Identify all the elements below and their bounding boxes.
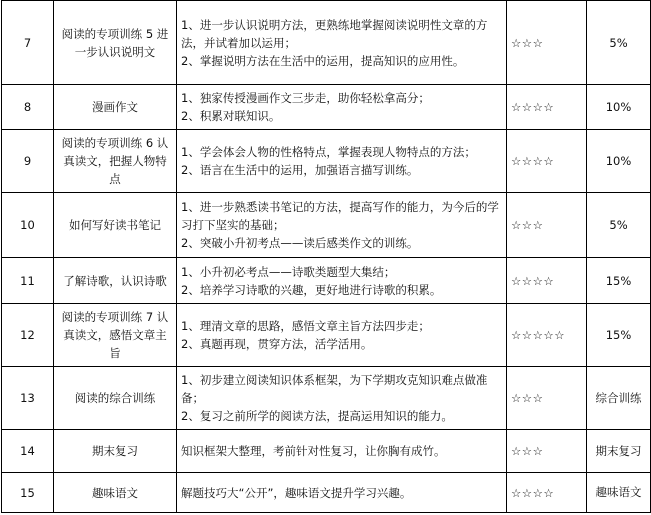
lesson-topic: 阅读的综合训练 [54,367,177,430]
table-row [2,473,651,513]
lesson-number: 14 [2,430,54,473]
table-row [2,130,651,193]
difficulty-stars: ☆☆☆☆ [507,258,587,304]
goal-line: 解题技巧大“公开”，趣味语文提升学习兴趣。 [181,485,412,500]
goal-line: 1、进一步认识说明方法，更熟练地掌握阅读说明性文章的方法，并试着加以运用； [181,17,488,50]
goal-line: 1、学会体会人物的性格特点，掌握表现人物特点的方法； [181,145,476,159]
goal-line: 2、复习之前所学的阅读方法，提高运用知识的能力。 [181,409,453,423]
lesson-topic: 了解诗歌，认识诗歌 [54,258,177,304]
lesson-topic: 如何写好读书笔记 [54,193,177,258]
goal-line: 知识框架大整理，考前针对性复习，让你胸有成竹。 [181,444,446,458]
lesson-number: 9 [2,130,54,193]
lesson-topic: 阅读的专项训练 7 认真读文，感悟文章主旨 [54,304,177,367]
lesson-goals [177,258,507,304]
lesson-number: 11 [2,258,54,304]
lesson-weight: 15% [587,258,651,304]
lesson-topic: 阅读的专项训练 5 进一步认识说明文 [54,1,177,85]
lesson-number: 13 [2,367,54,430]
difficulty-stars: ☆☆☆ [507,1,587,85]
difficulty-stars: ☆☆☆☆ [507,130,587,193]
difficulty-stars: ☆☆☆☆ [507,473,587,513]
lesson-topic: 期末复习 [54,430,177,473]
table-row [2,430,651,473]
table-row [2,1,651,85]
lesson-weight: 5% [587,193,651,258]
goal-line: 2、积累对联知识。 [181,109,281,123]
goal-line: 1、初步建立阅读知识体系框架，为下学期攻克知识难点做准备； [181,373,488,405]
goal-line: 1、独家传授漫画作文三步走，助你轻松拿高分； [181,91,430,105]
course-table [1,0,651,513]
lesson-weight: 10% [587,130,651,193]
lesson-weight: 5% [587,1,651,85]
goal-line: 2、培养学习诗歌的兴趣，更好地进行诗歌的积累。 [181,282,442,297]
goal-line: 2、语言在生活中的运用，加强语言描写训练。 [181,163,419,177]
goal-line: 2、掌握说明方法在生活中的运用，提高知识的应用性。 [181,53,465,68]
lesson-weight: 期末复习 [587,430,651,473]
lesson-weight: 15% [587,304,651,367]
lesson-number: 8 [2,85,54,130]
goal-line: 1、小升初必考点——诗歌类题型大集结； [181,264,396,279]
lesson-goals [177,367,507,430]
lesson-number: 15 [2,473,54,513]
goal-line: 1、理清文章的思路，感悟文章主旨方法四步走； [181,319,430,333]
difficulty-stars: ☆☆☆☆☆ [507,304,587,367]
difficulty-stars: ☆☆☆ [507,367,587,430]
lesson-topic: 阅读的专项训练 6 认真读文，把握人物特点 [54,130,177,193]
lesson-goals [177,430,507,473]
lesson-number: 10 [2,193,54,258]
lesson-topic: 趣味语文 [54,473,177,513]
difficulty-stars: ☆☆☆ [507,430,587,473]
lesson-goals [177,130,507,193]
goal-line: 1、进一步熟悉读书笔记的方法，提高写作的能力，为今后的学习打下坚实的基础； [181,200,499,232]
lesson-goals [177,473,507,513]
lesson-goals [177,85,507,130]
lesson-goals [177,304,507,367]
lesson-weight: 趣味语文 [587,473,651,513]
difficulty-stars: ☆☆☆☆ [507,85,587,130]
lesson-goals [177,193,507,258]
difficulty-stars: ☆☆☆ [507,193,587,258]
lesson-topic: 漫画作文 [54,85,177,130]
lesson-goals [177,1,507,85]
lesson-weight: 10% [587,85,651,130]
table-row [2,85,651,130]
lesson-number: 7 [2,1,54,85]
goal-line: 2、真题再现，贯穿方法，活学活用。 [181,337,373,351]
lesson-number: 12 [2,304,54,367]
goal-line: 2、突破小升初考点——读后感类作文的训练。 [181,236,419,250]
table-row [2,258,651,304]
table-row [2,304,651,367]
lesson-weight: 综合训练 [587,367,651,430]
table-row [2,193,651,258]
table-row [2,367,651,430]
